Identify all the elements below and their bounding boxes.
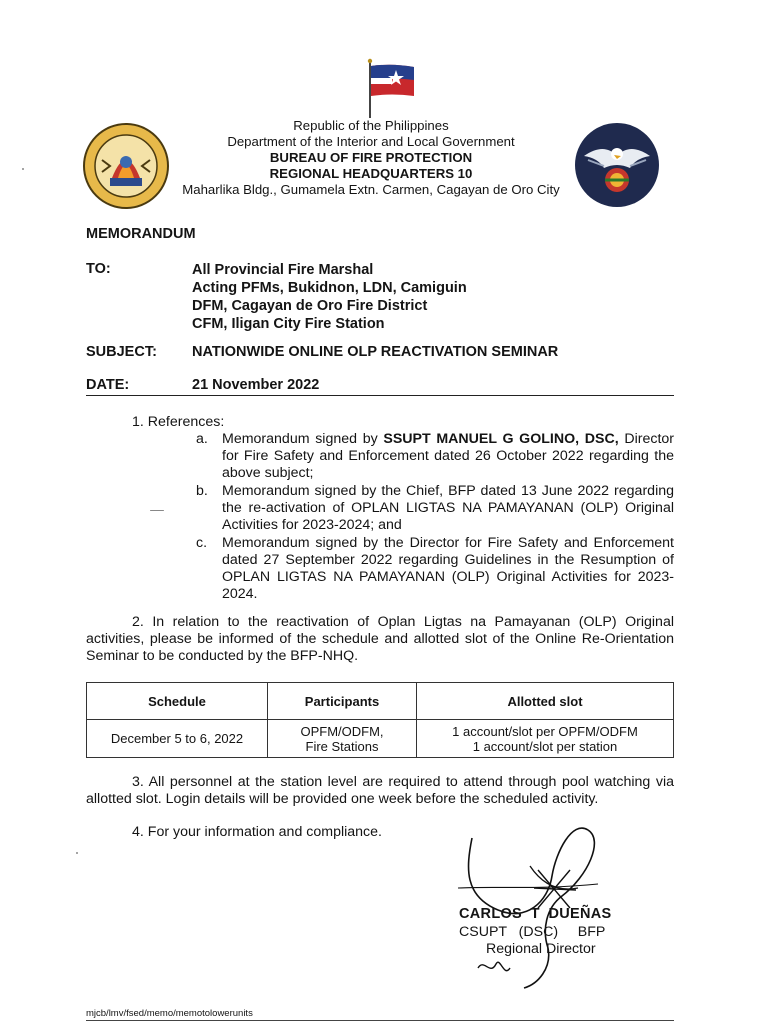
to-label: TO: (86, 261, 111, 277)
recipient: All Provincial Fire Marshal (192, 262, 374, 278)
recipient: Acting PFMs, Bukidnon, LDN, Camiguin (192, 280, 467, 296)
subject-label: SUBJECT: (86, 344, 157, 360)
signatory-rank: CSUPT (DSC) BFP (459, 924, 606, 940)
paragraph-4: 4. For your information and compliance. (132, 824, 382, 840)
table-row (87, 720, 674, 758)
column-header-schedule: Schedule (87, 683, 268, 720)
footer-divider (86, 1020, 674, 1021)
participants-line: Fire Stations (305, 738, 379, 754)
slot-line: 1 account/slot per station (472, 738, 618, 754)
reference-signatory: SSUPT MANUEL G GOLINO, DSC, (383, 431, 619, 447)
reference-text: Director for Fire Safety and Enforcement dated 26 October 2022 regarding the above subject; (222, 431, 674, 481)
cell-participants (268, 720, 417, 758)
recipient: DFM, Cagayan de Oro Fire District (192, 298, 428, 314)
column-header-participants: Participants (268, 683, 417, 720)
cell-schedule: December 5 to 6, 2022 (87, 720, 268, 758)
footer-reference: mjcb/lmv/fsed/memo/memotolowerunits (86, 1008, 253, 1019)
letterhead-department: Department of the Interior and Local Government (227, 134, 515, 149)
references-heading: 1. References: (132, 414, 225, 430)
signatory-name: CARLOS T DUEÑAS (459, 906, 612, 922)
reference-a (196, 431, 674, 482)
slot-line: 1 account/slot per OPFM/ODFM (452, 723, 638, 739)
paragraph-3-text: 3. All personnel at the station level are required to attend through pool watching via allotted slot. Login details will be provided one week before the scheduled activity. (86, 774, 674, 807)
letterhead-regional-hq: REGIONAL HEADQUARTERS 10 (269, 166, 473, 181)
letterhead-address: Maharlika Bldg., Gumamela Extn. Carmen, Cagayan de Oro City (182, 182, 560, 197)
subject-value: NATIONWIDE ONLINE OLP REACTIVATION SEMINAR (192, 344, 559, 360)
column-header-allotted-slot: Allotted slot (417, 683, 674, 720)
reference-text: Memorandum signed by the Director for Fire Safety and Enforcement dated 27 September 2022 regarding Guidelines in the Resumption of OPLAN LIGTAS NA PAMAYANAN (OLP) Original Activities for 2023-2024. (222, 535, 674, 602)
philippine-flag-icon (362, 58, 418, 120)
reference-letter: c. (196, 535, 208, 551)
date-label: DATE: (86, 377, 130, 393)
header-divider (86, 395, 674, 396)
reference-text: Memorandum signed by (222, 431, 384, 447)
reference-letter: a. (196, 431, 208, 447)
paragraph-2 (86, 614, 674, 665)
table-header-row (87, 683, 674, 720)
reference-c (196, 535, 674, 603)
paragraph-3 (86, 774, 674, 808)
reference-b (196, 483, 674, 534)
to-recipients (192, 261, 467, 333)
date-value: 21 November 2022 (192, 377, 320, 393)
cell-allotted-slot (417, 720, 674, 758)
memo-heading: MEMORANDUM (86, 226, 196, 242)
reference-text: Memorandum signed by the Chief, BFP dated 13 June 2022 regarding the re-activation of OPLAN LIGTAS NA PAMAYANAN (OLP) Original Activities for 2023-2024; and (222, 483, 674, 533)
letterhead-republic: Republic of the Philippines (293, 118, 449, 133)
recipient: CFM, Iligan City Fire Station (192, 316, 385, 332)
signatory-title: Regional Director (486, 941, 596, 957)
reference-letter: b. (196, 483, 208, 499)
letterhead-bureau: BUREAU OF FIRE PROTECTION (269, 150, 473, 165)
paragraph-2-text: 2. In relation to the reactivation of Oplan Ligtas na Pamayanan (OLP) Original activities, please be informed of the schedule and allotted slot of the Online Re-Orientation Seminar to be conducted by the BFP-NHQ. (86, 614, 674, 664)
letterhead (150, 118, 592, 198)
schedule-table (86, 682, 674, 758)
participants-line: OPFM/ODFM, (300, 723, 384, 739)
